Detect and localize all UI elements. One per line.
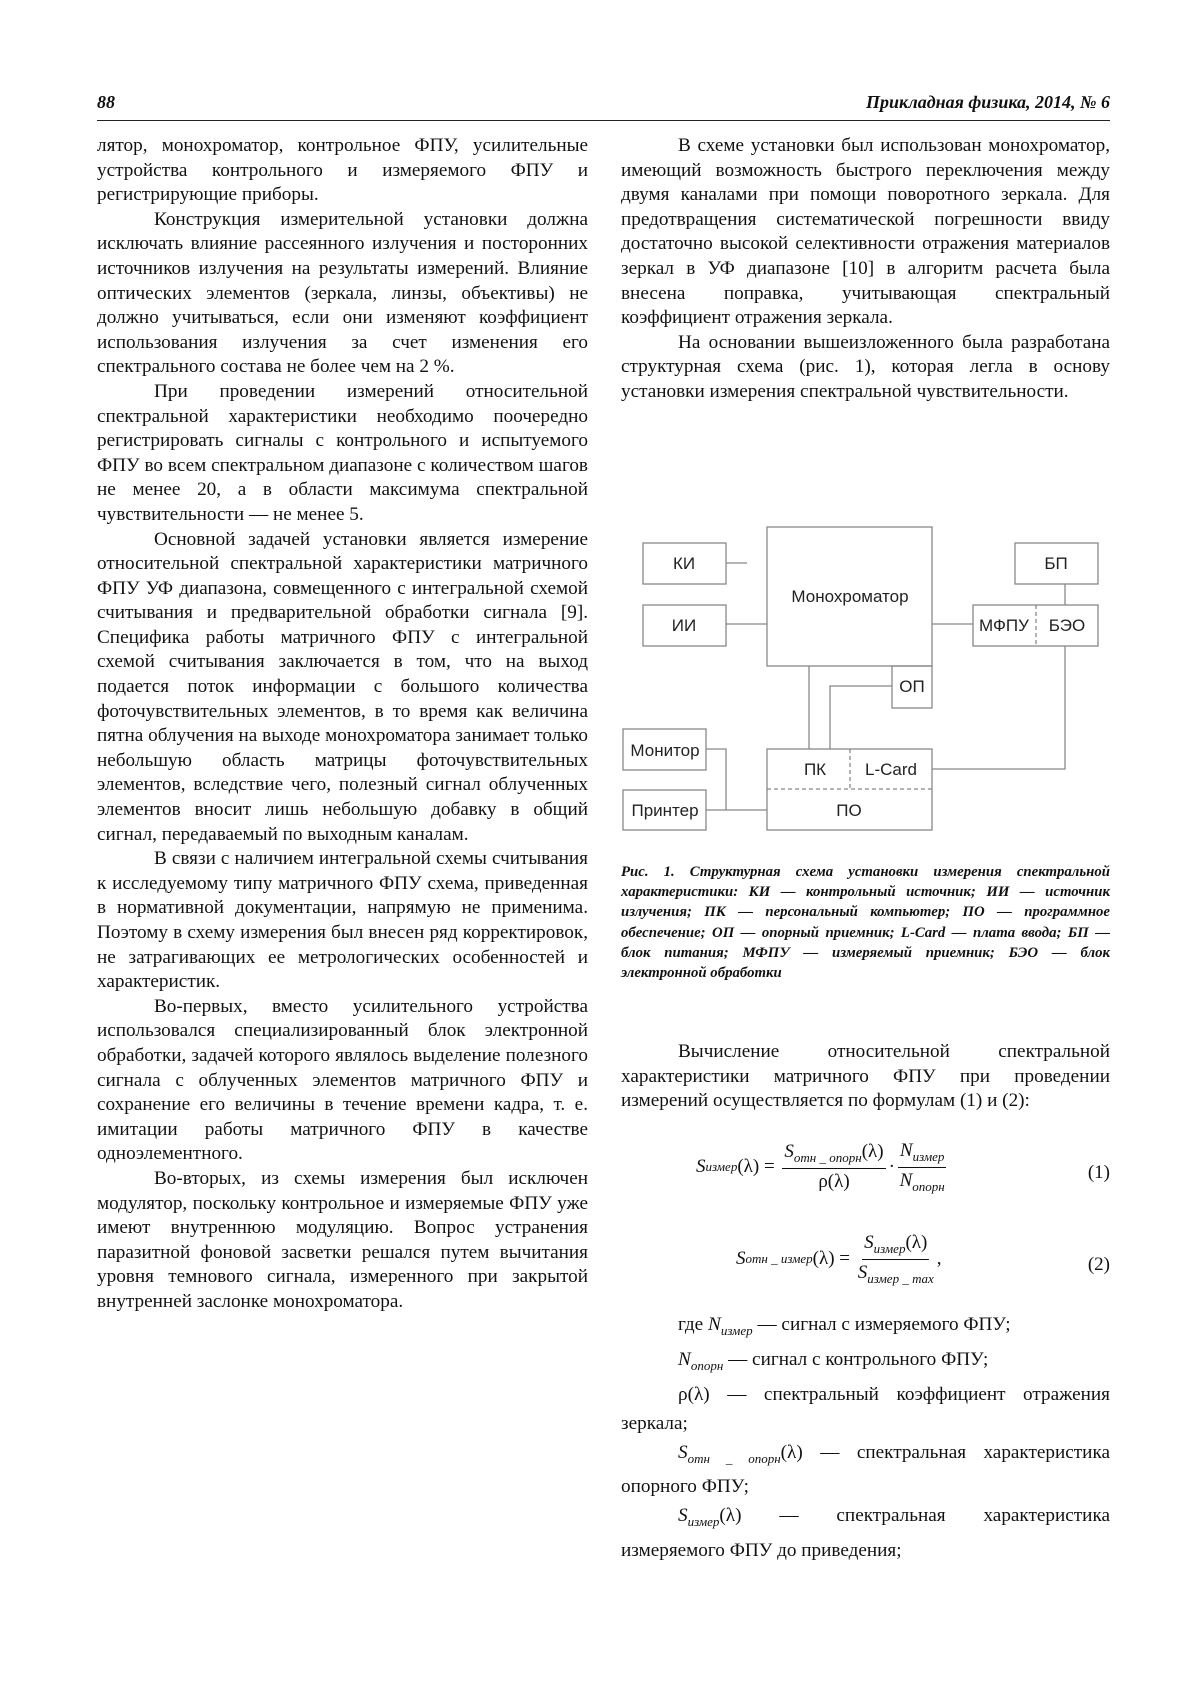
subscript: измер bbox=[720, 1322, 753, 1338]
fraction bbox=[898, 1140, 947, 1195]
paragraph: При проведении измерений относительной спектральной характеристики необходимо поочередно регистрировать сигналы с контрольного и испытуемого ФПУ во всем спектральном диапазоне с количеством шагов не менее 20, а в области максимума спектральной чувствительности — не менее 5. bbox=[97, 380, 588, 525]
paragraph: В схеме установки был использован монохроматор, имеющий возможность быстрого переключения между двумя каналами при помощи поворотного зеркала. Для предотвращения систематической погрешности ввиду достаточно высокой селективности отражения материалов зеркал в УФ диапазоне [10] в алгоритм расчета была внесена поправка, учитывающая спектральный коэффициент отражения зеркала. bbox=[621, 135, 1110, 329]
subscript: измер bbox=[705, 1159, 738, 1175]
symbol: S bbox=[678, 1441, 688, 1463]
definition bbox=[621, 1501, 1110, 1565]
symbol: S bbox=[864, 1232, 874, 1253]
symbol: (λ) bbox=[780, 1441, 803, 1463]
dot: · bbox=[888, 1156, 895, 1178]
symbol: (λ) bbox=[812, 1248, 835, 1270]
text: где bbox=[678, 1314, 708, 1335]
paragraph: Во-вторых, из схемы измерения был исключен модулятор, поскольку контрольное и измеряемые ФПУ уже имеют внутреннюю модуляцию. Вопрос устранения паразитной фоновой засветки решался путем вычитания уровня темнового сигнала, измеренного при закрытой внутренней заслонке монохроматора. bbox=[97, 1167, 588, 1312]
symbol: (λ) bbox=[737, 1156, 760, 1178]
subscript: измер bbox=[873, 1240, 906, 1256]
symbol: N bbox=[678, 1348, 691, 1370]
definition bbox=[621, 1438, 1110, 1502]
formula-1 bbox=[621, 1140, 1110, 1210]
subscript: измер _ max bbox=[867, 1270, 934, 1286]
subscript: отн _ опорн bbox=[687, 1450, 781, 1466]
symbol: N bbox=[899, 1169, 913, 1191]
subscript: опорн bbox=[912, 1178, 945, 1194]
symbol: S bbox=[857, 1261, 868, 1283]
bp-label: БП bbox=[1044, 554, 1068, 573]
paragraph: На основании вышеизложенного была разработана структурная схема (рис. 1), которая легла в основу установки измерения спектральной чувствительности. bbox=[621, 331, 1110, 402]
symbol: S bbox=[736, 1248, 746, 1270]
text: — спектральный коэффициент отражения зеркала; bbox=[621, 1383, 1110, 1434]
monitor-label: Монитор bbox=[630, 741, 700, 760]
formula-2 bbox=[621, 1232, 1110, 1302]
definitions bbox=[621, 1310, 1110, 1565]
figure-caption: Рис. 1. Структурная схема установки измерения спектральной характеристики: КИ — контрольный источник; ИИ — источник излучения; ПК — персональный компьютер; ПО — программное обеспечение; ОП — опорный приемник; L-Card — плата ввода; БП — блок питания; МФПУ — измеряемый приемник; БЭО — блок электронной обработки bbox=[621, 864, 1110, 982]
lcard-label: L-Card bbox=[865, 760, 917, 779]
equals: = bbox=[759, 1156, 780, 1178]
pk-label: ПК bbox=[803, 760, 827, 779]
text: — спектральная характеристика измеряемого ФПУ до приведения; bbox=[621, 1505, 1110, 1562]
mfpu-label: МФПУ bbox=[979, 616, 1029, 635]
op-label: ОП bbox=[899, 677, 925, 696]
subscript: отн _ измер bbox=[745, 1251, 813, 1267]
beo-label: БЭО bbox=[1048, 616, 1086, 635]
po-label: ПО bbox=[836, 801, 862, 820]
subscript: опорн bbox=[690, 1357, 724, 1373]
symbol: (λ) bbox=[905, 1232, 928, 1253]
paragraph-formulas-intro bbox=[621, 1040, 1110, 1114]
paragraph: лятор, монохроматор, контрольное ФПУ, усилительные устройства контрольного и измеряемого ФПУ и регистрирующие приборы. bbox=[97, 135, 588, 206]
definition bbox=[621, 1345, 1110, 1380]
paragraph: Вычисление относительной спектральной характеристики матричного ФПУ при проведении измерений осуществляется по формулам (1) и (2): bbox=[621, 1041, 1110, 1112]
printer-label: Принтер bbox=[631, 801, 699, 820]
equation-number: (1) bbox=[1087, 1162, 1110, 1183]
symbol: ρ(λ) bbox=[818, 1171, 850, 1193]
definition bbox=[621, 1310, 1110, 1345]
paragraph: Конструкция измерительной установки должна исключать влияние рассеянного излучения и посторонних источников излучения на результаты измерений. Влияние оптических элементов (зеркала, линзы, объективы) не должно учитываться, если они изменяют коэффициент использования излучения за счет изменения его спектрального состава не более чем на 2 %. bbox=[97, 208, 588, 378]
fraction bbox=[858, 1232, 934, 1287]
symbol: S bbox=[784, 1141, 794, 1163]
text: — спектральная характеристика опорного ФПУ; bbox=[621, 1441, 1110, 1498]
equation-number: (2) bbox=[1087, 1254, 1110, 1275]
fraction bbox=[782, 1141, 885, 1193]
paragraph: Основной задачей установки является измерение относительной спектральной характеристики матричного ФПУ УФ диапазона, совмещенного с интегральной схемой считывания и предварительной обработки сигнала [9]. Специфика работы матричного ФПУ с интегральной схемой считывания заключается в том, что на выход подается поток информации с большого количества фоточувствительных элементов, в то время как величина пятна облучения на выходе монохроматора занимает только небольшую область матрицы фоточувствительных элементов, вследствие чего, полезный сигнал облученных элементов вносит лишь небольшую добавку в общий сигнал, передаваемый по выходным каналам. bbox=[97, 528, 588, 845]
symbol: N bbox=[708, 1314, 721, 1335]
symbol: (λ) bbox=[719, 1505, 742, 1527]
subscript: измер bbox=[687, 1514, 720, 1530]
comma: , bbox=[936, 1248, 942, 1270]
definition bbox=[621, 1380, 1110, 1438]
journal-title: Прикладная физика, 2014, № 6 bbox=[865, 92, 1110, 112]
text: — сигнал с контрольного ФПУ; bbox=[723, 1348, 989, 1370]
symbol: (λ) bbox=[861, 1141, 884, 1163]
equals: = bbox=[834, 1248, 855, 1270]
ii-label: ИИ bbox=[671, 616, 697, 635]
subscript: отн _ опорн bbox=[793, 1150, 862, 1166]
page-number: 88 bbox=[97, 92, 115, 112]
symbol: S bbox=[678, 1505, 688, 1527]
paragraph: В связи с наличием интегральной схемы считывания к исследуемому типу матричного ФПУ схема, приведенная в нормативной документации, напрямую не применима. Поэтому в схему измерения был внесен ряд корректировок, не затрагивающих ее метрологических особенностей и характеристик. bbox=[97, 848, 588, 993]
subscript: измер bbox=[912, 1148, 945, 1164]
monochromator-label: Монохроматор bbox=[791, 587, 909, 606]
symbol: S bbox=[696, 1156, 706, 1178]
symbol: N bbox=[899, 1140, 913, 1161]
ki-label: КИ bbox=[672, 554, 696, 573]
paragraph: Во-первых, вместо усилительного устройства использовался специализированный блок электронной обработки, задачей которого являлось выделение полезного сигнала с облученных элементов матричного ФПУ и сохранение его величины в течение времени кадра, т. е. имитации работы матричного ФПУ в качестве одноэлементного. bbox=[97, 995, 588, 1165]
symbol: ρ(λ) bbox=[678, 1383, 710, 1405]
text: — сигнал с измеряемого ФПУ; bbox=[752, 1314, 1011, 1335]
